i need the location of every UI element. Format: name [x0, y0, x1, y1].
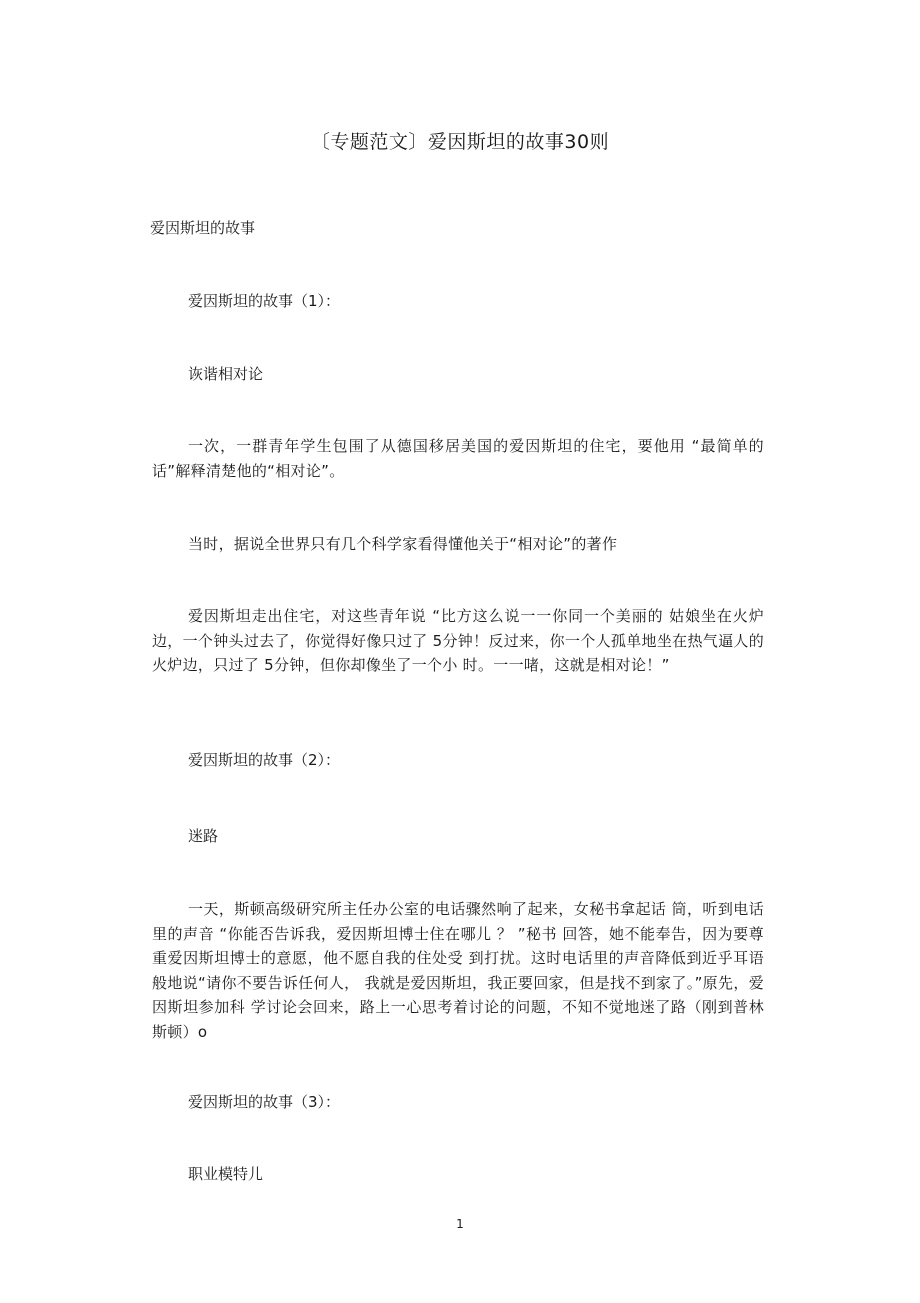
section-heading: 爱因斯坦的故事 [150, 219, 256, 237]
story-1-subtitle: 诙谐相对论 [188, 365, 264, 383]
story-1-paragraph: 当时，据说全世界只有几个科学家看得懂他关于“相对论”的著作 [188, 535, 618, 553]
story-1-paragraph: 爱因斯坦走出住宅，对这些青年说 “比方这么说一一你同一个美丽的 姑娘坐在火炉边，一个钟头过去了，你觉得好像只过了 5分钟！反过来，你一个人孤单地坐在热气逼人的火炉边，只过了 5分钟，但你却像坐了一个小 时。一一啫，这就是相对论！” [152, 607, 764, 674]
story-3-subtitle: 职业模特儿 [188, 1165, 264, 1183]
story-2-paragraph: 一天，斯顿高级研究所主任办公室的电话骤然响了起来，女秘书拿起话 筒，听到电话里的声音 “你能否告诉我，爱因斯坦博士住在哪儿 ？ ”秘书 回答，她不能奉告，因为要尊重爱因斯坦博士的意愿，他不愿自我的住处受 到打扰。这时电话里的声音降低到近乎耳语般地说“请你不要告诉任何人， 我就是爱因斯坦，我正要回家，但是找不到家了。”原先，爱因斯坦参加科 学讨论会回来，路上一心思考着讨论的问题，不知不觉地迷了路（刚到普林 斯顿）o [152, 900, 764, 1041]
story-3-heading: 爱因斯坦的故事（3）： [188, 1093, 341, 1111]
story-1-heading: 爱因斯坦的故事（1）： [188, 292, 341, 310]
story-2-heading: 爱因斯坦的故事（2）： [188, 751, 341, 769]
page-number: 1 [456, 1217, 464, 1231]
story-2-subtitle: 迷路 [188, 827, 219, 845]
story-1-paragraph: 一次，一群青年学生包围了从德国移居美国的爱因斯坦的住宅，要他用 “最简单的话”解释清楚他的“相对论”。 [152, 437, 764, 480]
document-title: 〔专题范文〕爱因斯坦的故事30则 [310, 131, 610, 153]
